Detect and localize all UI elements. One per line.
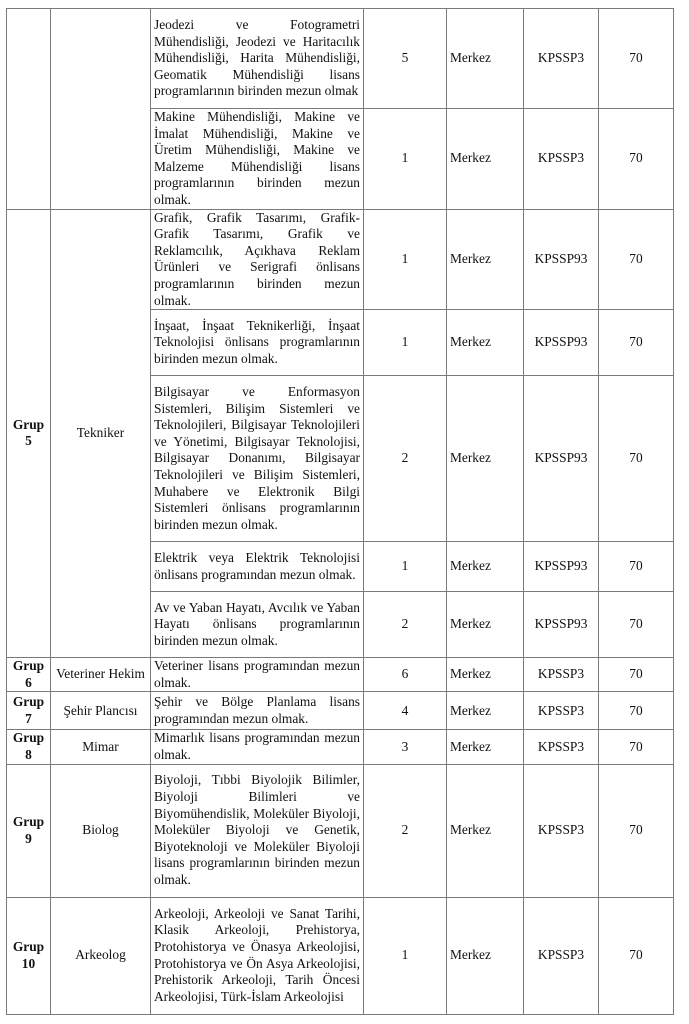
requirement-cell: Arkeoloji, Arkeoloji ve Sanat Tarihi, Klasik Arkeoloji, Prehistorya, Protohistorya ve Önasya Arkeolojisi, Protohistorya ve Ön Asya Arkeolojisi, Prehistorik Arkeoloji, Tarih Öncesi Arkeolojisi, Türk-İslam Arkeolojisi — [151, 897, 364, 1014]
score-type-cell: KPSSP93 — [524, 310, 599, 376]
group-label: Grup — [12, 813, 45, 829]
group-label: Grup — [12, 730, 45, 746]
group-cell — [7, 897, 51, 1014]
min-score-cell: 70 — [599, 730, 674, 764]
min-score-cell: 70 — [599, 764, 674, 897]
position-table — [6, 8, 674, 1015]
location-cell: Merkez — [447, 542, 524, 592]
min-score-cell: 70 — [599, 542, 674, 592]
score-type-cell: KPSSP93 — [524, 542, 599, 592]
location-cell: Merkez — [447, 730, 524, 764]
score-type-cell: KPSSP3 — [524, 9, 599, 109]
score-type-cell: KPSSP93 — [524, 209, 599, 310]
min-score-cell: 70 — [599, 658, 674, 692]
min-score-cell: 70 — [599, 592, 674, 658]
group-label: Grup — [12, 694, 45, 710]
group-label: Grup — [12, 658, 45, 674]
group-number: 6 — [25, 674, 32, 690]
requirement-cell: Veteriner lisans programından mezun olmak. — [151, 658, 364, 692]
group-cell — [7, 658, 51, 692]
score-type-cell: KPSSP3 — [524, 764, 599, 897]
min-score-cell: 70 — [599, 310, 674, 376]
count-cell: 2 — [364, 592, 447, 658]
count-cell: 4 — [364, 692, 447, 730]
count-cell: 1 — [364, 897, 447, 1014]
score-type-cell: KPSSP3 — [524, 730, 599, 764]
score-type-cell: KPSSP93 — [524, 592, 599, 658]
requirement-cell: Biyoloji, Tıbbi Biyolojik Bilimler, Biyoloji Bilimleri ve Biyomühendislik, Moleküler Biyoloji, Moleküler Biyoloji ve Genetik, Biyoteknoloji ve Moleküler Biyoloji lisans programlarının birinden mezun olmak. — [151, 764, 364, 897]
requirement-cell: Mimarlık lisans programından mezun olmak. — [151, 730, 364, 764]
score-type-cell: KPSSP3 — [524, 897, 599, 1014]
group-number: 10 — [21, 955, 36, 971]
group-number: 5 — [25, 433, 32, 449]
score-type-cell: KPSSP93 — [524, 376, 599, 542]
count-cell: 6 — [364, 658, 447, 692]
group-cell — [7, 209, 51, 658]
table-row — [7, 9, 674, 109]
requirement-cell: Makine Mühendisliği, Makine ve İmalat Mühendisliği, Makine ve Üretim Mühendisliği, Makine ve Malzeme Mühendisliği lisans programlarının birinden mezun olmak. — [151, 109, 364, 210]
location-cell: Merkez — [447, 109, 524, 210]
min-score-cell: 70 — [599, 692, 674, 730]
min-score-cell: 70 — [599, 9, 674, 109]
count-cell: 5 — [364, 9, 447, 109]
title-cell: Tekniker — [51, 209, 151, 658]
location-cell: Merkez — [447, 764, 524, 897]
location-cell: Merkez — [447, 376, 524, 542]
title-cell: Şehir Plancısı — [51, 692, 151, 730]
count-cell: 1 — [364, 209, 447, 310]
title-cell: Arkeolog — [51, 897, 151, 1014]
requirement-cell: Şehir ve Bölge Planlama lisans programından mezun olmak. — [151, 692, 364, 730]
location-cell: Merkez — [447, 209, 524, 310]
table-row — [7, 764, 674, 897]
requirement-cell: Jeodezi ve Fotogrametri Mühendisliği, Jeodezi ve Haritacılık Mühendisliği, Harita Mühendisliği, Geomatik Mühendisliği lisans programlarının birinden mezun olmak — [151, 9, 364, 109]
title-cell: Mimar — [51, 730, 151, 764]
requirement-cell: Elektrik veya Elektrik Teknolojisi önlisans programından mezun olmak. — [151, 542, 364, 592]
group-number: 8 — [25, 746, 32, 762]
title-cell-empty — [51, 9, 151, 210]
score-type-cell: KPSSP3 — [524, 109, 599, 210]
location-cell: Merkez — [447, 9, 524, 109]
group-label: Grup — [12, 938, 45, 954]
title-cell: Veteriner Hekim — [51, 658, 151, 692]
score-type-cell: KPSSP3 — [524, 658, 599, 692]
table-row — [7, 897, 674, 1014]
count-cell: 3 — [364, 730, 447, 764]
table-row — [7, 209, 674, 310]
group-number: 7 — [25, 710, 32, 726]
table-row — [7, 730, 674, 764]
count-cell: 2 — [364, 376, 447, 542]
requirement-cell: Av ve Yaban Hayatı, Avcılık ve Yaban Hayatı önlisans programlarının birinden mezun olmak. — [151, 592, 364, 658]
location-cell: Merkez — [447, 592, 524, 658]
count-cell: 1 — [364, 542, 447, 592]
group-cell — [7, 730, 51, 764]
min-score-cell: 70 — [599, 109, 674, 210]
count-cell: 1 — [364, 109, 447, 210]
requirement-cell: Bilgisayar ve Enformasyon Sistemleri, Bilişim Sistemleri ve Teknolojileri, Bilgisayar Teknolojileri ve Yönetimi, Bilgisayar Teknolojisi, Bilgisayar Donanımı, Bilgisayar Teknolojileri ve Bilişim Sistemleri, Muhabere ve Elektronik Bilgi Sistemleri önlisans programlarının birinden mezun olmak. — [151, 376, 364, 542]
location-cell: Merkez — [447, 310, 524, 376]
min-score-cell: 70 — [599, 897, 674, 1014]
requirement-cell: Grafik, Grafik Tasarımı, Grafik-Grafik Tasarımı, Grafik ve Reklamcılık, Açıkhava Reklam Ürünleri ve Serigrafi önlisans programlarının birinden mezun olmak. — [151, 209, 364, 310]
table-row — [7, 658, 674, 692]
group-cell — [7, 692, 51, 730]
group-cell-empty — [7, 9, 51, 210]
location-cell: Merkez — [447, 692, 524, 730]
count-cell: 2 — [364, 764, 447, 897]
title-cell: Biolog — [51, 764, 151, 897]
group-number: 9 — [25, 830, 32, 846]
score-type-cell: KPSSP3 — [524, 692, 599, 730]
count-cell: 1 — [364, 310, 447, 376]
location-cell: Merkez — [447, 658, 524, 692]
table-row — [7, 692, 674, 730]
min-score-cell: 70 — [599, 376, 674, 542]
requirement-cell: İnşaat, İnşaat Teknikerliği, İnşaat Teknolojisi önlisans programlarının birinden mezun olmak. — [151, 310, 364, 376]
location-cell: Merkez — [447, 897, 524, 1014]
group-label: Grup — [12, 416, 45, 432]
min-score-cell: 70 — [599, 209, 674, 310]
group-cell — [7, 764, 51, 897]
